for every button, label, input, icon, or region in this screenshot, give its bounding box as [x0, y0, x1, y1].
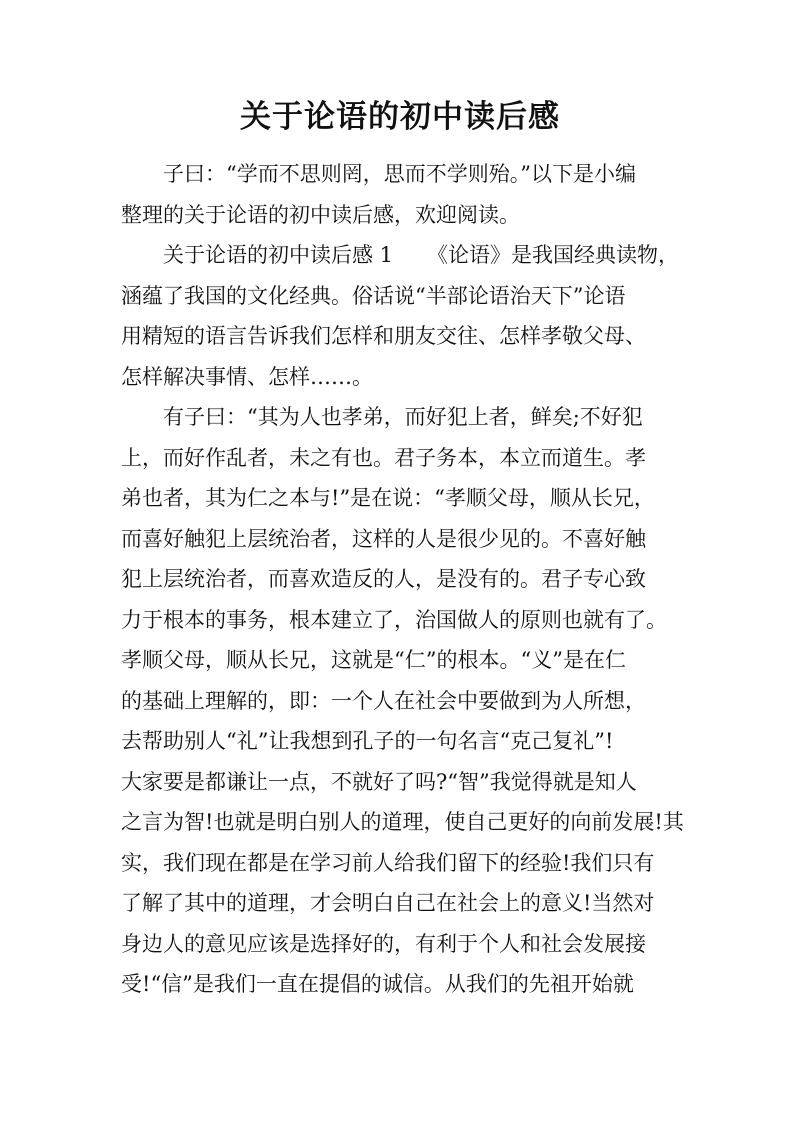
text-line: 孝顺父母，顺从长兄，这就是“仁”的根本。“义”是在仁 [121, 648, 626, 672]
section-heading: 关于论语的初中读后感 1 [163, 243, 394, 267]
text-line: 大家要是都谦让一点，不就好了吗?“智”我觉得就是知人 [121, 769, 637, 794]
document-body [121, 154, 721, 1005]
text-line: 之言为智!也就是明白别人的道理，使自己更好的向前发展!其 [121, 810, 684, 834]
text-line: 怎样解决事情、怎样……。 [121, 364, 373, 389]
text-line: 有子曰：“其为人也孝弟，而好犯上者，鲜矣;不好犯 [163, 405, 643, 429]
text-line: 的基础上理解的，即：一个人在社会中要做到为人所想， [121, 688, 646, 713]
document-title: 关于论语的初中读后感 [240, 99, 560, 135]
text-line: 而喜好触犯上层统治者，这样的人是很少见的。不喜好触 [121, 526, 646, 551]
text-line: 上，而好作乱者，未之有也。君子务本，本立而道生。孝 [121, 445, 646, 470]
text-line: 受!“信”是我们一直在提倡的诚信。从我们的先祖开始就 [121, 972, 634, 996]
text-line: 子曰：“学而不思则罔，思而不学则殆。”以下是小编 [163, 162, 636, 186]
text-line: 用精短的语言告诉我们怎样和朋友交往、怎样孝敬父母、 [121, 324, 646, 348]
text-line: 犯上层统治者，而喜欢造反的人，是没有的。君子专心致 [121, 567, 646, 591]
text-line: 实，我们现在都是在学习前人给我们留下的经验!我们只有 [121, 850, 655, 875]
text-line: 去帮助别人“礼”让我想到孔子的一句名言“克己复礼”! [121, 729, 614, 753]
section-heading-line [121, 235, 721, 276]
text-line: 《论语》是我国经典读物， [427, 243, 680, 267]
text-line: 弟也者，其为仁之本与!”是在说：“孝顺父母，顺从长兄， [121, 486, 655, 510]
text-line: 力于根本的事务，根本建立了，治国做人的原则也就有了。 [121, 607, 667, 632]
text-line: 身边人的意见应该是选择好的，有利于个人和社会发展接 [121, 931, 646, 956]
text-line: 了解了其中的道理，才会明白自己在社会上的意义!当然对 [121, 891, 655, 915]
text-line: 整理的关于论语的初中读后感，欢迎阅读。 [121, 202, 520, 227]
text-line: 涵蕴了我国的文化经典。俗话说“半部论语治天下”论语 [121, 283, 626, 308]
